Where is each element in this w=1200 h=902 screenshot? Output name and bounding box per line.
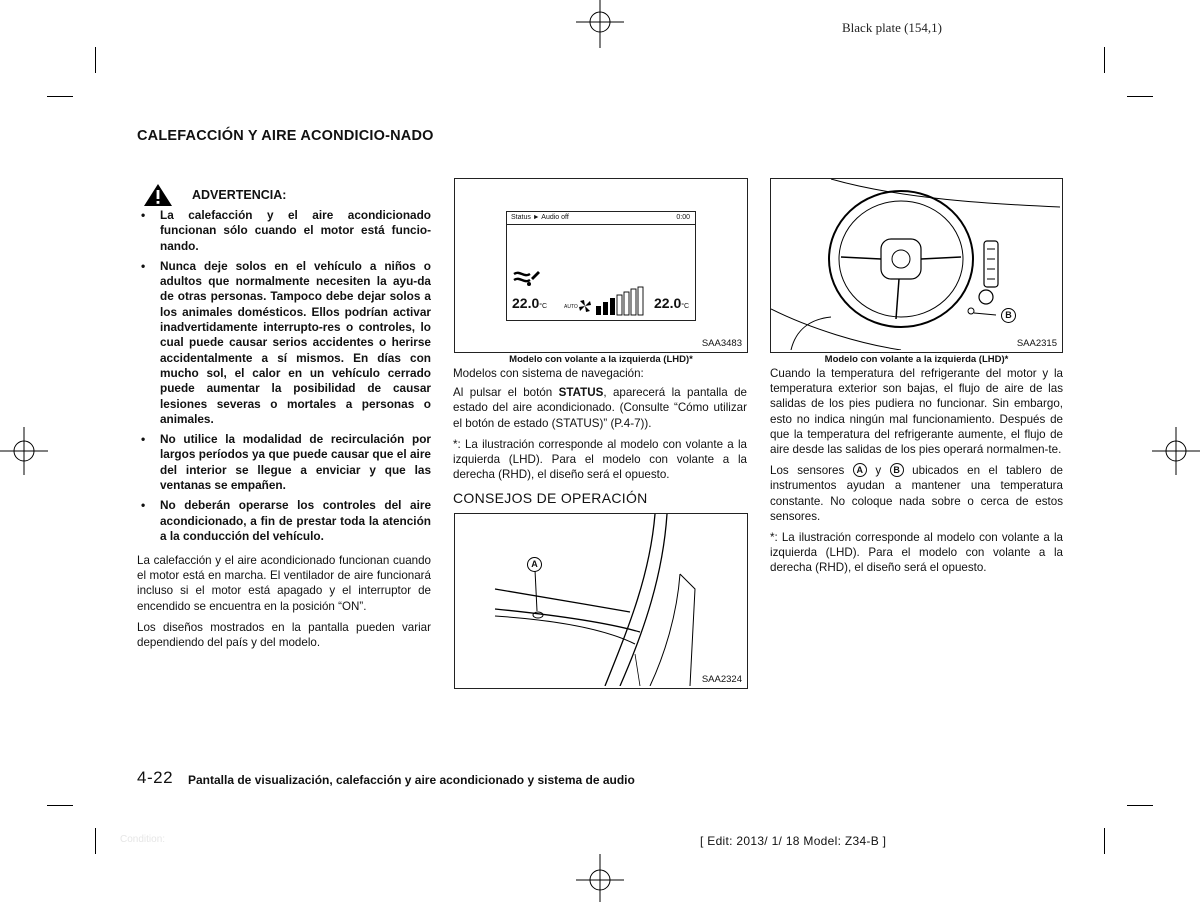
paragraph: Los diseños mostrados en la pantalla pueden variar dependiendo del país y del modelo. xyxy=(137,620,431,650)
figure-caption: Modelo con volante a la izquierda (LHD)* xyxy=(824,354,1009,365)
registration-mark-bottom xyxy=(572,854,628,902)
text-run: ubicados en el tablero de instrumentos ayudan a mantener una temperatura constante. No coloque nada sobre o cerca de estos sensores. xyxy=(770,464,1063,523)
fan-speed-bars xyxy=(595,286,653,316)
page-number: 4-22 xyxy=(137,768,174,787)
temp-right-unit: °C xyxy=(681,303,690,310)
condition-label: Condition: xyxy=(120,834,166,845)
text-run: , aparecerá la pantalla de estado del aire acondicionado. (Consulte “Cómo utilizar el botón de estado (STATUS)” (P.4-7)). xyxy=(453,386,747,430)
sensor-b-callout-label: B xyxy=(1001,308,1016,323)
fan-icon xyxy=(578,299,592,313)
sensor-b-label: B xyxy=(890,463,904,477)
chapter-title: Pantalla de visualización, calefacción y aire acondicionado y sistema de audio xyxy=(188,773,635,787)
text-run: Al pulsar el botón xyxy=(453,386,559,400)
figure-code: SAA3483 xyxy=(701,338,742,349)
paragraph xyxy=(770,463,1063,524)
text-run: y xyxy=(866,464,890,478)
registration-mark-right xyxy=(1152,425,1200,477)
subsection-title: CONSEJOS DE OPERACIÓN xyxy=(453,490,648,507)
text-run: Los sensores xyxy=(770,464,853,478)
warning-triangle-icon xyxy=(143,183,173,207)
paragraph: La calefacción y el aire acondicionado funcionan cuando el motor está en marcha. El ventilador de aire funcionará incluso si el motor está apagado y el interruptor de encendido se encuentra en la posición “ON”. xyxy=(137,554,431,613)
status-bar-text: Status ► Audio off xyxy=(511,214,569,221)
sensor-a-callout-label: A xyxy=(527,557,542,572)
column-2-text xyxy=(453,366,747,516)
paragraph: Modelos con sistema de navegación: xyxy=(453,367,644,380)
plate-label: Black plate (154,1) xyxy=(842,20,942,35)
registration-mark-left xyxy=(0,425,48,477)
warning-item: • No utilice la modalidad de recirculación por largos períodos ya que puede causar que el aire del interior se llegue a enviciar y que las ventanas se empañen. xyxy=(140,432,431,493)
figure-code: SAA2315 xyxy=(1016,338,1057,349)
temp-left xyxy=(512,295,547,311)
registration-mark-top xyxy=(572,0,628,48)
warning-item: • La calefacción y el aire acondicionado funcionan sólo cuando el motor está funcio-nando. xyxy=(140,208,431,254)
screen-status-bar xyxy=(507,212,695,225)
column-3-text xyxy=(770,366,1063,582)
warning-item: • No deberán operarse los controles del aire acondicionado, a fin de prestar toda la atención a la conducción del vehículo. xyxy=(140,498,431,544)
sensor-a-label: A xyxy=(853,463,867,477)
auto-indicator: AUTO xyxy=(564,304,578,310)
section-title: CALEFACCIÓN Y AIRE ACONDICIO-NADO xyxy=(137,128,434,144)
screen-display xyxy=(506,211,696,321)
temp-left-value: 22.0 xyxy=(512,295,540,311)
paragraph: Cuando la temperatura del refrigerante del motor y la temperatura exterior son bajas, el flujo de aire de las salidas de los pies pudiera no funcionar. Sin embargo, esto no indica ningún mal funcionamiento. Después de que la temperatura del refrigerante aumente, el flujo de aire desde las salidas de los pies operará normalmen-te. xyxy=(770,367,1063,457)
status-button-name: STATUS xyxy=(558,386,604,400)
paragraph: *: La ilustración corresponde al modelo con volante a la izquierda (LHD). Para el modelo con volante a la derecha (RHD), el diseño será el opuesto. xyxy=(770,531,1063,575)
edit-info: [ Edit: 2013/ 1/ 18 Model: Z34-B ] xyxy=(700,834,887,848)
paragraph xyxy=(453,385,747,431)
figure-code: SAA2324 xyxy=(701,674,742,685)
warning-item: • Nunca deje solos en el vehículo a niños o adultos que normalmente necesiten la ayu-da de otras personas. Tampoco debe dejar solos a los animales domésticos. Ellos podrían activar inadvertidamente interrupto-res o controles, lo cual puede causar serios accidentes o herirse accidentalmente a sí mismos. En días con mucho sol, el calor en un vehículo cerrado puede aumentar la posibilidad de causar lesiones severas o mortales a personas o animales. xyxy=(140,259,431,427)
warning-header xyxy=(140,183,435,207)
column-1-text xyxy=(137,553,431,656)
paragraph: *: La ilustración corresponde al modelo con volante a la izquierda (LHD). Para el modelo con volante a la derecha (RHD), el diseño será el opuesto. xyxy=(453,437,747,482)
temp-right-value: 22.0 xyxy=(654,295,682,311)
temp-left-unit: °C xyxy=(539,303,548,310)
warning-label: ADVERTENCIA: xyxy=(192,188,287,202)
figure-sensor-b xyxy=(770,178,1063,353)
figure-caption: Modelo con volante a la izquierda (LHD)* xyxy=(509,354,693,365)
figure-status-screen xyxy=(454,178,748,353)
dashboard-illustration xyxy=(455,514,745,686)
figure-sensor-a xyxy=(454,513,748,689)
airflow-icon xyxy=(511,268,543,288)
steering-wheel-illustration xyxy=(771,179,1060,350)
temp-right xyxy=(654,295,689,311)
warning-list xyxy=(140,208,431,549)
status-bar-time: 0:00 xyxy=(676,214,690,221)
